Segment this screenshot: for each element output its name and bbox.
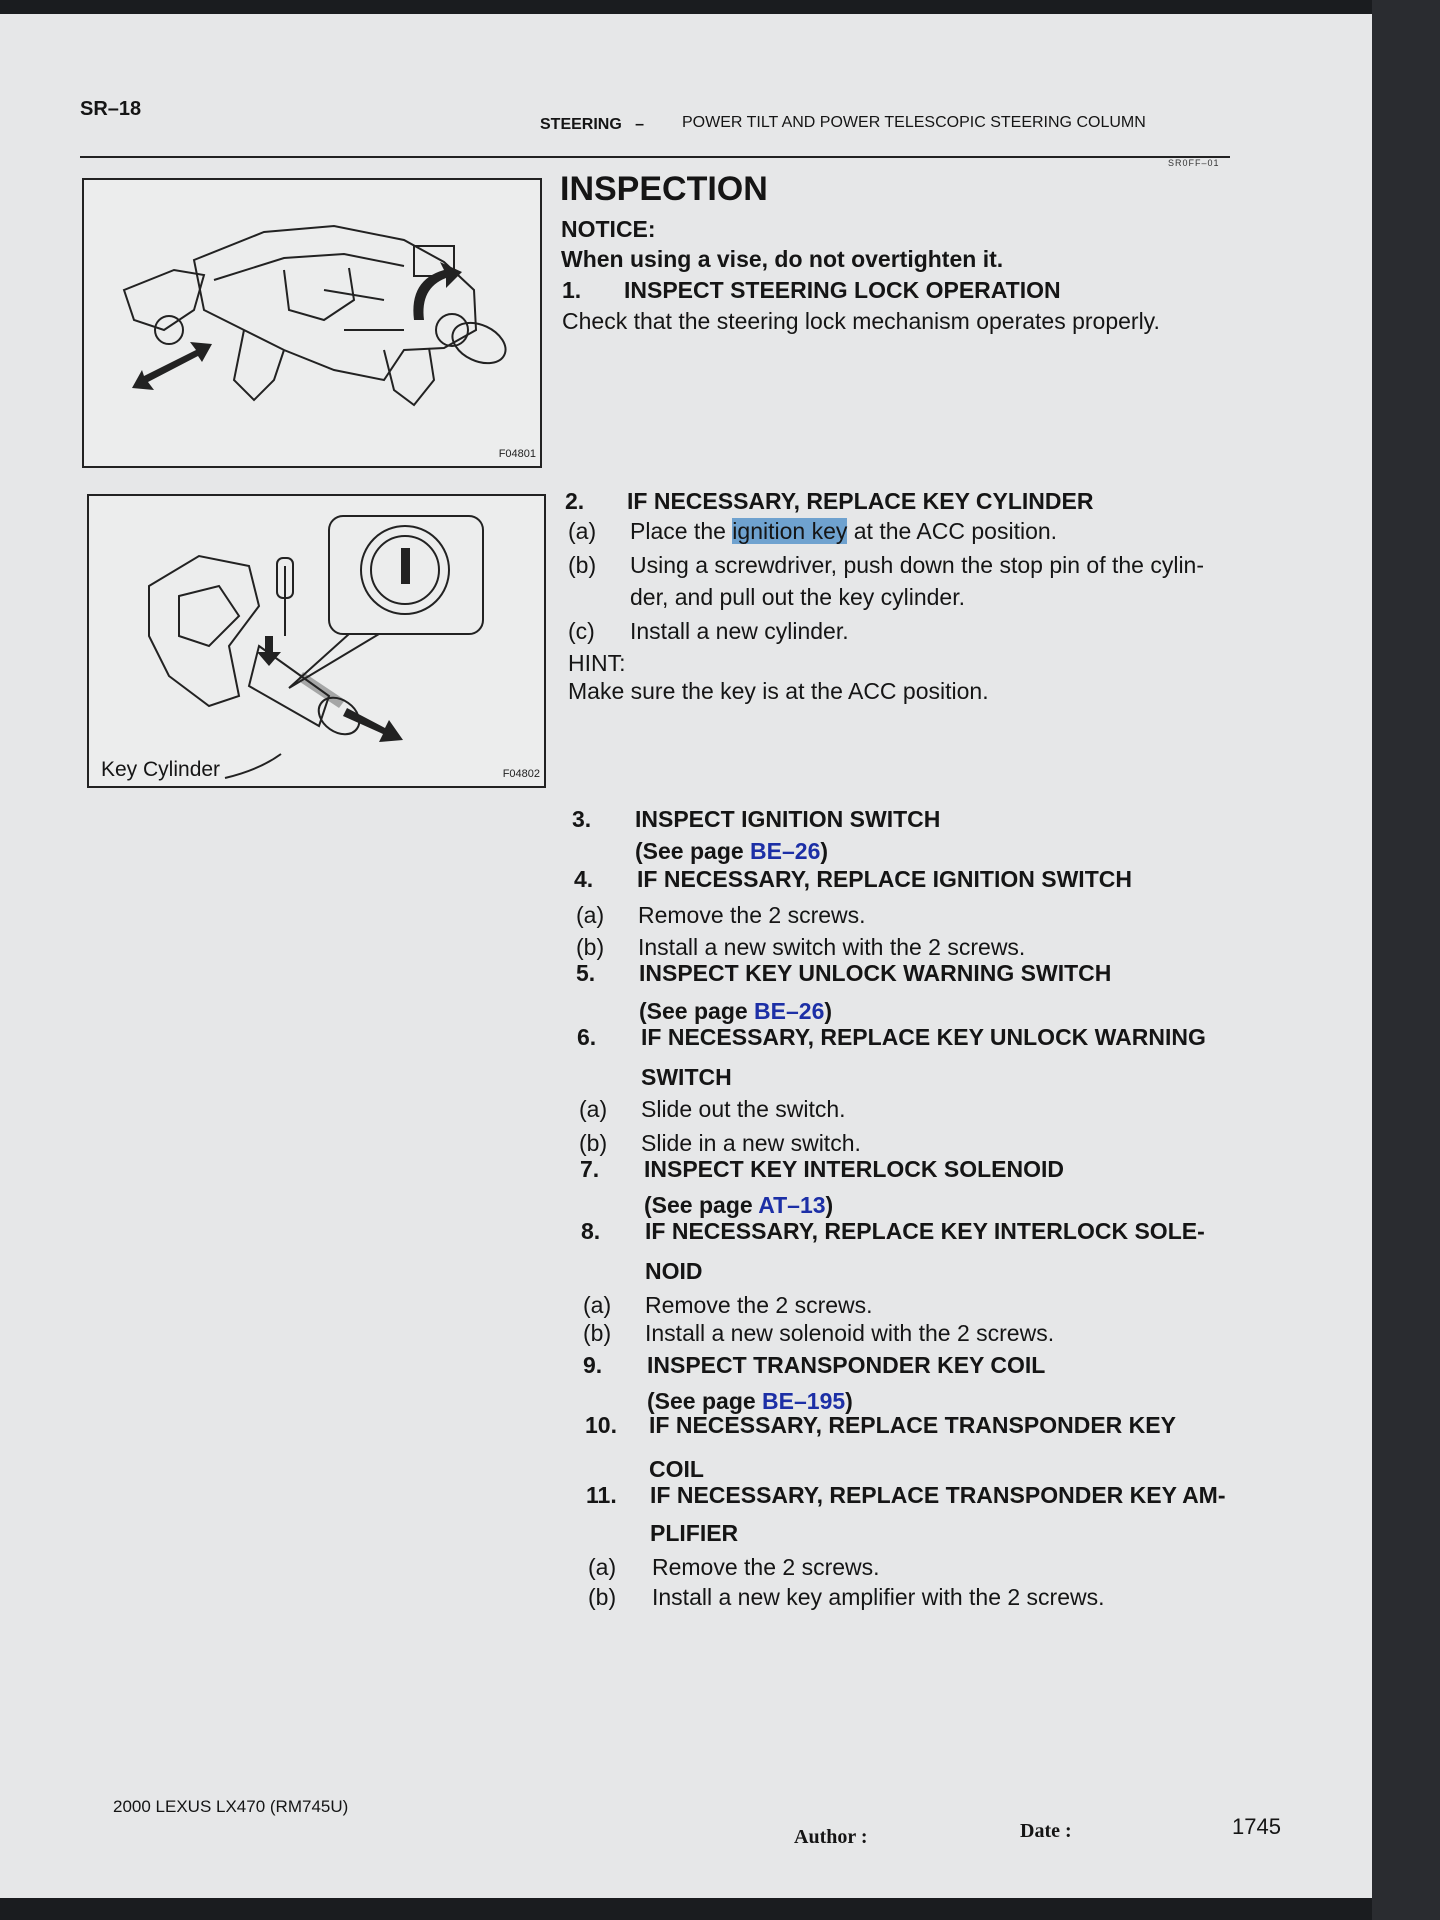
step-2b-continued: der, and pull out the key cylinder. xyxy=(630,584,965,610)
header-category: STEERING – xyxy=(540,116,645,133)
notice-text: When using a vise, do not overtighten it. xyxy=(561,246,1004,272)
figure-2-code: F04802 xyxy=(502,768,540,780)
step-6-heading-continued: SWITCH xyxy=(641,1064,732,1090)
highlighted-text: ignition key xyxy=(732,518,848,544)
steering-column-drawing xyxy=(84,180,540,466)
step-4a: (a) Remove the 2 screws. xyxy=(576,902,866,928)
step-7-heading: 7. INSPECT KEY INTERLOCK SOLENOID xyxy=(580,1156,1065,1182)
step-3-heading: 3. INSPECT IGNITION SWITCH xyxy=(572,806,941,832)
link-be-26-second[interactable]: BE–26 xyxy=(754,998,825,1024)
footer-page-number: 1745 xyxy=(1232,1814,1281,1839)
step-2-heading: 2. IF NECESSARY, REPLACE KEY CYLINDER xyxy=(565,488,1094,514)
step-11-heading-continued: PLIFIER xyxy=(650,1520,739,1546)
figure-1-code: F04801 xyxy=(498,448,536,460)
step-8b: (b) Install a new solenoid with the 2 screws. xyxy=(583,1320,1055,1346)
step-1-heading: 1. INSPECT STEERING LOCK OPERATION xyxy=(562,277,1061,303)
doc-code: SR0FF–01 xyxy=(1168,158,1220,168)
figure-key-cylinder xyxy=(87,494,546,788)
step-5-reference: (See page BE–26) xyxy=(639,998,833,1024)
notice-label: NOTICE: xyxy=(561,216,656,242)
section-title: INSPECTION xyxy=(560,170,768,208)
footer-vehicle: 2000 LEXUS LX470 (RM745U) xyxy=(113,1797,349,1816)
step-4b: (b) Install a new switch with the 2 screws. xyxy=(576,934,1026,960)
step-8-heading-continued: NOID xyxy=(645,1258,703,1284)
step-8-heading: 8. IF NECESSARY, REPLACE KEY INTERLOCK SOLE- xyxy=(581,1218,1205,1244)
step-6b: (b) Slide in a new switch. xyxy=(579,1130,861,1156)
footer-date-label: Date : xyxy=(1020,1820,1072,1842)
step-2a: (a) Place the ignition key at the ACC position. xyxy=(568,518,1058,544)
header-rule xyxy=(80,156,1230,158)
key-cylinder-drawing xyxy=(89,496,544,786)
step-9-reference: (See page BE–195) xyxy=(647,1388,853,1414)
step-2c: (c) Install a new cylinder. xyxy=(568,618,849,644)
step-8a: (a) Remove the 2 screws. xyxy=(583,1292,873,1318)
step-11-heading: 11. IF NECESSARY, REPLACE TRANSPONDER KEY AM- xyxy=(586,1482,1226,1508)
link-be-26[interactable]: BE–26 xyxy=(750,838,821,864)
hint-text: Make sure the key is at the ACC position. xyxy=(568,678,989,704)
hint-label: HINT: xyxy=(568,650,626,676)
figure-steering-column xyxy=(82,178,542,468)
footer-author-label: Author : xyxy=(794,1826,868,1848)
screen-edge xyxy=(1372,0,1440,1920)
step-5-heading: 5. INSPECT KEY UNLOCK WARNING SWITCH xyxy=(576,960,1112,986)
figure-2-label: Key Cylinder xyxy=(101,758,221,781)
section-code: SR–18 xyxy=(80,98,142,120)
link-be-195[interactable]: BE–195 xyxy=(762,1388,846,1414)
step-11a: (a) Remove the 2 screws. xyxy=(588,1554,880,1580)
step-9-heading: 9. INSPECT TRANSPONDER KEY COIL xyxy=(583,1352,1046,1378)
step-10-heading: 10. IF NECESSARY, REPLACE TRANSPONDER KEY xyxy=(585,1412,1176,1438)
step-10-heading-continued: COIL xyxy=(649,1456,704,1482)
step-11b: (b) Install a new key amplifier with the 2 screws. xyxy=(588,1584,1105,1610)
step-4-heading: 4. IF NECESSARY, REPLACE IGNITION SWITCH xyxy=(574,866,1132,892)
step-2b: (b) Using a screwdriver, push down the stop pin of the cylin- xyxy=(568,552,1205,578)
header-subtitle: POWER TILT AND POWER TELESCOPIC STEERING COLUMN xyxy=(682,114,1146,131)
step-1-text: Check that the steering lock mechanism operates properly. xyxy=(562,308,1160,334)
link-at-13[interactable]: AT–13 xyxy=(758,1192,826,1218)
step-7-reference: (See page AT–13) xyxy=(644,1192,834,1218)
step-3-reference: (See page BE–26) xyxy=(635,838,829,864)
step-6a: (a) Slide out the switch. xyxy=(579,1096,846,1122)
step-6-heading: 6. IF NECESSARY, REPLACE KEY UNLOCK WARNING xyxy=(577,1024,1206,1050)
